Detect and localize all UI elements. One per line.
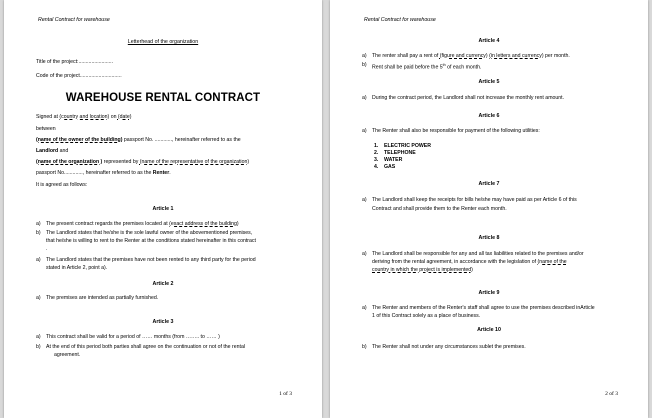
- item-text: [46, 221, 239, 228]
- signed-date-placeholder: (date): [117, 114, 132, 120]
- item-marker: a): [36, 257, 41, 263]
- item-text-line-2: that he/she is willing to rent to the Renter at the conditions stated hereinafter in this contract: [46, 238, 256, 244]
- project-code-line: Code of the project.............................: [36, 73, 122, 79]
- item-marker: a): [362, 251, 367, 257]
- contract-title: WAREHOUSE RENTAL CONTRACT: [65, 92, 261, 104]
- item-text-line-2: [372, 259, 567, 266]
- item-text-line-1: The Landlord states that the premises have not been rented to any third party for the period: [46, 257, 256, 263]
- item-text-line-3: country in which the project is implemented): [372, 267, 473, 273]
- passport-pre: passport No............., hereinafter referred to as the: [36, 170, 153, 176]
- passport-line: [36, 170, 171, 177]
- owner-placeholder: (name of the owner of the building): [36, 137, 123, 143]
- letterhead-placeholder: Letterhead of the organization: [127, 39, 199, 45]
- rent-pre: The renter shall pay a rent of: [372, 53, 440, 59]
- legislation-pre: deriving from the rental agreement, in accordance with the legislation of: [372, 259, 538, 265]
- item-text-line-2: stated in Article 2, point a).: [46, 265, 108, 271]
- article-3-heading: Article 3: [152, 319, 174, 325]
- item-text-line-2: 1 of this Contract solely as a place of business.: [372, 313, 481, 319]
- utility-label: GAS: [384, 164, 396, 170]
- landlord-line: [36, 148, 68, 155]
- rent-due-pre: Rent shall be paid before the 5: [372, 64, 443, 71]
- item-marker: a): [362, 305, 367, 311]
- article-1-heading: Article 1: [152, 206, 174, 212]
- utility-number: 4.: [374, 164, 379, 170]
- item-text-line-1: The Landlord shall be responsible for any and all tax liabilities related to the premises and/or: [372, 251, 584, 257]
- item-text: [372, 53, 570, 60]
- page-number: 2 of 3: [605, 391, 618, 397]
- item-marker: a): [36, 221, 41, 227]
- item-text-pre: The present contract regards the premises located at: [46, 221, 170, 227]
- ordinal-suffix: th: [442, 63, 446, 67]
- utility-label: ELECTRIC POWER: [384, 143, 431, 149]
- item-marker: a): [36, 295, 41, 301]
- item-text: The premises are intended as partially furnished.: [46, 295, 159, 301]
- article-6-heading: Article 6: [478, 113, 500, 119]
- rent-due-post: of each month.: [445, 64, 482, 71]
- signed-place-placeholder: (country and location): [59, 114, 110, 120]
- signed-pre: Signed at: [36, 114, 60, 120]
- organization-placeholder: (name of the organization ): [36, 159, 103, 165]
- item-text: [372, 62, 481, 72]
- agreed-line: It is agreed as follows:: [36, 182, 88, 188]
- country-placeholder: (name of the: [537, 259, 567, 265]
- item-text: The Renter shall not under any circumstances sublet the premises.: [372, 344, 526, 350]
- article-8-heading: Article 8: [478, 235, 500, 241]
- between-line: between: [36, 126, 56, 132]
- article-9-heading: Article 9: [478, 290, 500, 296]
- item-text: The Renter shall also be responsible for payment of the following utilities:: [372, 128, 540, 134]
- item-text-line-3: .: [46, 246, 48, 252]
- owner-line: [36, 137, 289, 144]
- org-rep-pre: represented by: [102, 159, 140, 165]
- item-marker: a): [36, 334, 41, 340]
- article-7-heading: Article 7: [478, 181, 500, 187]
- utility-number: 3.: [374, 157, 379, 163]
- item-text: This contract shall be valid for a period of …… months (from …….. to …… ): [46, 334, 220, 340]
- item-marker: a): [362, 95, 367, 101]
- signed-on: on: [109, 114, 118, 120]
- utility-number: 2.: [374, 150, 379, 156]
- renter-label: Renter: [152, 170, 170, 176]
- item-marker: a): [362, 128, 367, 134]
- item-text-line-1: The Landlord states that he/she is the sole lawful owner of the abovementioned premises,: [46, 230, 253, 236]
- project-title-line: Title of the project:........................: [36, 59, 114, 65]
- utility-item: [374, 164, 395, 171]
- item-text-line-1: The Renter and members of the Renter's staff shall agree to use the premises described inArticle: [372, 305, 595, 311]
- page-header: Rental Contract for warehouse: [38, 17, 110, 23]
- organization-line: [36, 159, 249, 166]
- rent-words-placeholder: (in letters and currency): [489, 53, 544, 59]
- item-marker: b): [36, 344, 41, 350]
- landlord-label: Landlord: [36, 148, 59, 154]
- article-5-heading: Article 5: [478, 79, 500, 85]
- item-text-line-1: At the end of this period both parties shall agree on the continuation or not of the rental: [46, 344, 245, 350]
- owner-rest: passport No. ............, hereinafter referred to as the: [122, 137, 241, 143]
- item-marker: b): [362, 344, 367, 350]
- page-number: 1 of 3: [279, 391, 292, 397]
- page-header: Rental Contract for warehouse: [364, 17, 436, 23]
- article-2-heading: Article 2: [152, 281, 174, 287]
- item-marker: b): [36, 230, 41, 236]
- document-page-1: [4, 0, 322, 418]
- utility-label: WATER: [384, 157, 403, 163]
- rent-figure-placeholder: (figure and currency): [439, 53, 488, 59]
- document-page-2: [330, 0, 648, 418]
- article-4-heading: Article 4: [478, 38, 500, 44]
- item-marker: a): [362, 197, 367, 203]
- item-text: During the contract period, the Landlord shall not increase the monthly rent amount.: [372, 95, 565, 101]
- utility-label: TELEPHONE: [384, 150, 416, 156]
- and-text: and: [58, 148, 69, 154]
- signed-at-line: [36, 114, 131, 121]
- item-text-line-1: The Landlord shall keep the receipts for bills he/she may have paid as per Article 6 of this: [372, 197, 577, 203]
- address-placeholder: (exact address of the building): [169, 221, 239, 227]
- item-text-line-2: agreement.: [54, 352, 81, 358]
- passport-end: .: [169, 170, 171, 176]
- representative-placeholder: (name of the representative of the organization): [139, 159, 250, 165]
- item-text-line-2: Contract and shall provide them to the Renter each month.: [372, 206, 507, 212]
- rent-post: per month.: [543, 53, 570, 59]
- item-marker: b): [362, 62, 367, 68]
- item-marker: a): [362, 53, 367, 59]
- article-10-heading: Article 10: [477, 327, 501, 333]
- utility-number: 1.: [374, 143, 379, 149]
